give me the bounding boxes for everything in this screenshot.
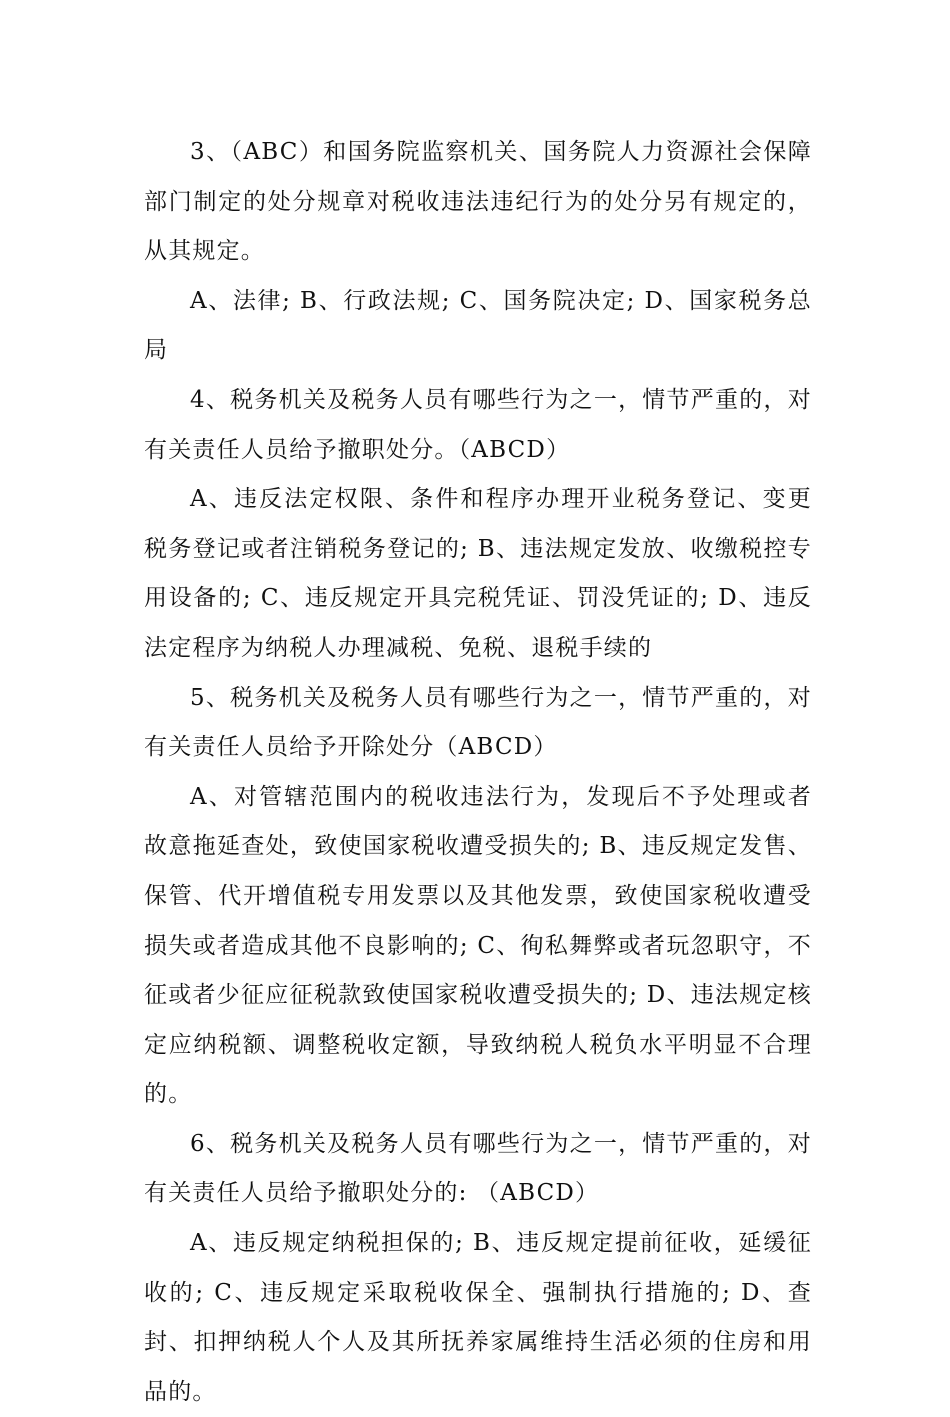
question-6-stem: 6、税务机关及税务人员有哪些行为之一，情节严重的，对有关责任人员给予撤职处分的: （ABCD） xyxy=(144,1130,812,1207)
question-3-options: A、法律; B、行政法规; C、国务院决定; D、国家税务总局 xyxy=(144,287,812,364)
question-5-options: A、对管辖范围内的税收违法行为，发现后不予处理或者故意拖延查处，致使国家税收遭受损失的; B、违反规定发售、保管、代开增值税专用发票以及其他发票，致使国家税收遭受损失或者造成其他不良影响的; C、徇私舞弊或者玩忽职守，不征或者少征应征税款致使国家税收遭受损失的; D、违法规定核定应纳税额、调整税收定额，导致纳税人税负水平明显不合理的。 xyxy=(144,783,812,1108)
question-4-stem: 4、税务机关及税务人员有哪些行为之一，情节严重的，对有关责任人员给予撤职处分。（ABCD） xyxy=(144,386,812,463)
question-3-stem: 3、（ABC）和国务院监察机关、国务院人力资源社会保障部门制定的处分规章对税收违法违纪行为的处分另有规定的，从其规定。 xyxy=(144,139,812,265)
document-body xyxy=(144,128,812,1417)
question-5-stem: 5、税务机关及税务人员有哪些行为之一，情节严重的，对有关责任人员给予开除处分（ABCD） xyxy=(144,684,812,761)
question-4-options: A、违反法定权限、条件和程序办理开业税务登记、变更税务登记或者注销税务登记的; B、违法规定发放、收缴税控专用设备的; C、违反规定开具完税凭证、罚没凭证的; D、违反法定程序为纳税人办理减税、免税、退税手续的 xyxy=(144,486,812,661)
question-6-options: A、违反规定纳税担保的; B、违反规定提前征收，延缓征收的; C、违反规定采取税收保全、强制执行措施的; D、查封、扣押纳税人个人及其所抚养家属维持生活必须的住房和用品的。 xyxy=(144,1230,812,1405)
